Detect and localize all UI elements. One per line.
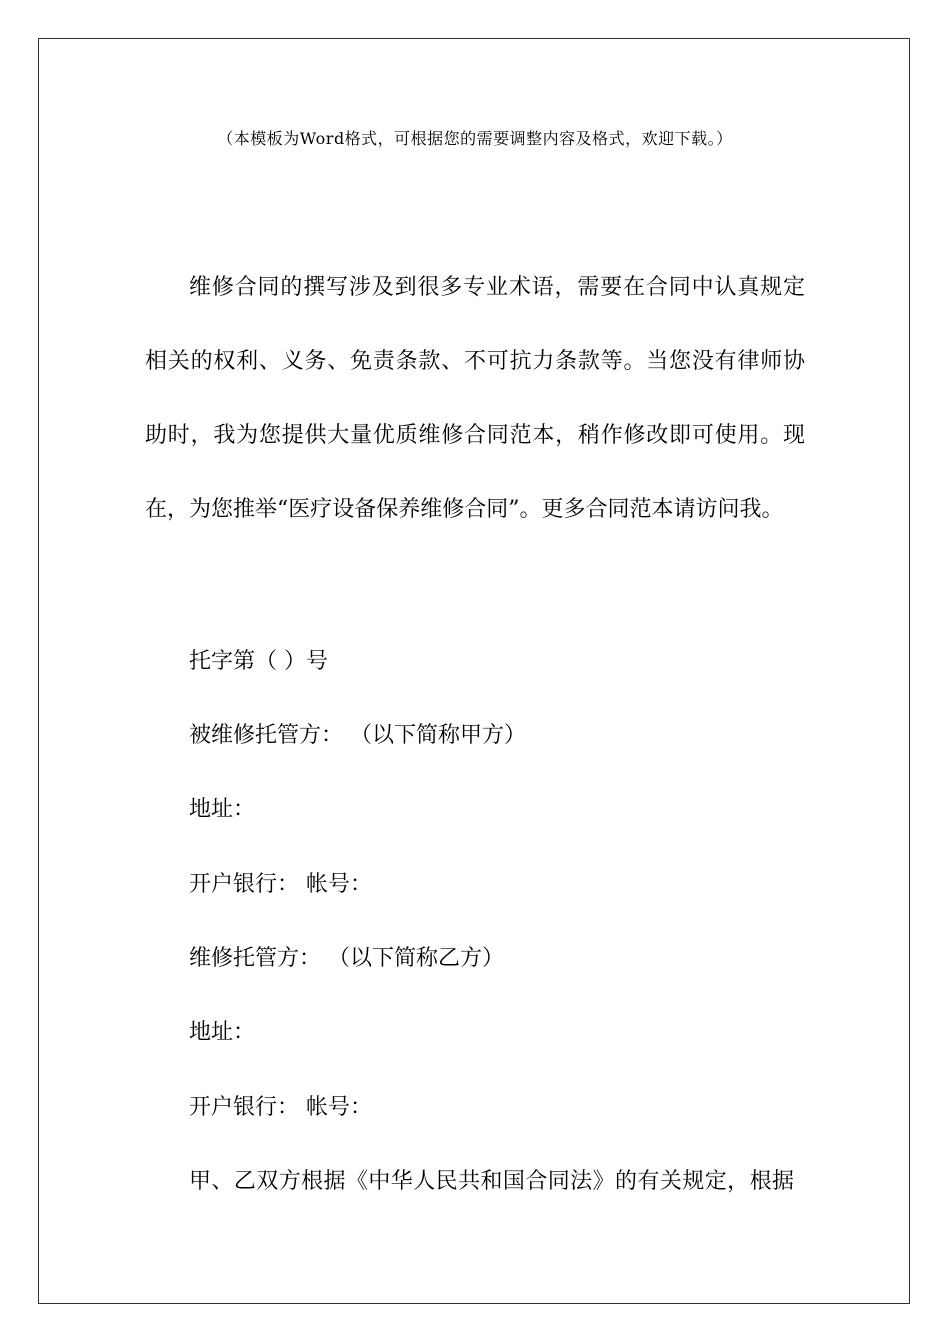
intro-line: 助时，我为您提供大量优质维修合同范本，稍作修改即可使用。现	[145, 423, 805, 448]
party-a-line: 被维修托管方： （以下简称甲方）	[189, 723, 526, 748]
party-b-bank: 开户银行： 帐号：	[189, 1095, 372, 1120]
contract-number: 托字第（ ）号	[189, 649, 328, 674]
template-note: （本模板为Word格式，可根据您的需要调整内容及格式，欢迎下载。）	[217, 129, 733, 148]
intro-line: 在，为您推举“医疗设备保养维修合同”。更多合同范本请访问我。	[145, 497, 784, 522]
party-b-address: 地址：	[189, 1020, 256, 1045]
intro-line: 维修合同的撰写涉及到很多专业术语，需要在合同中认真规定	[189, 275, 805, 300]
intro-line: 相关的权利、义务、免责条款、不可抗力条款等。当您没有律师协	[145, 349, 805, 374]
party-b-line: 维修托管方： （以下简称乙方）	[189, 946, 504, 971]
page-frame	[38, 38, 910, 1304]
intro-paragraph	[145, 266, 805, 562]
party-a-bank: 开户银行： 帐号：	[189, 872, 372, 897]
clause-start: 甲、乙双方根据《中华人民共和国合同法》的有关规定，根据	[189, 1169, 794, 1194]
party-a-address: 地址：	[189, 797, 256, 822]
